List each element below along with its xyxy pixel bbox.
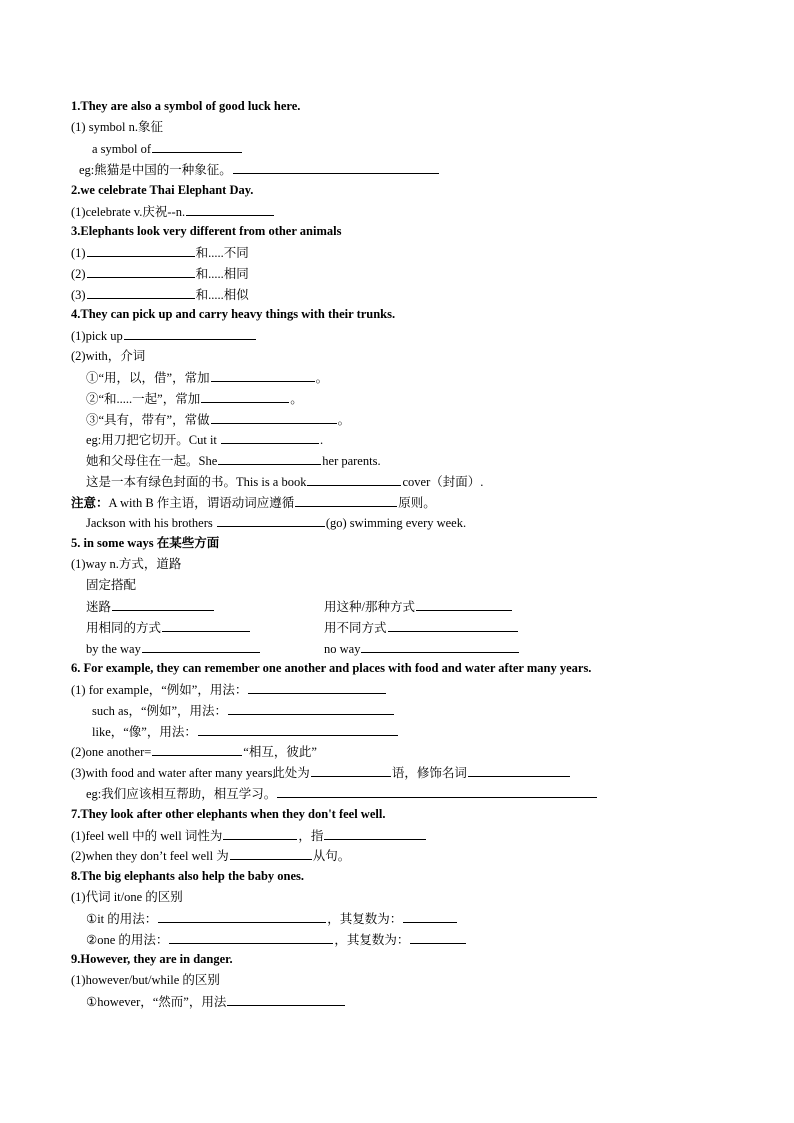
s6-l5-pre: (3)with food and water after many years此处为	[71, 766, 310, 780]
s5-collocation-5	[86, 640, 261, 657]
s4-note	[71, 494, 436, 511]
s3-a-pre: (1)	[71, 246, 86, 260]
answer-blank[interactable]	[87, 244, 195, 257]
s7-l2-post: 从句。	[312, 849, 351, 863]
s4-u1-post: 。	[315, 371, 329, 385]
answer-blank[interactable]	[211, 411, 337, 424]
s4-line-1	[71, 327, 257, 344]
s4-u3-post: 。	[337, 413, 351, 427]
answer-blank[interactable]	[468, 764, 570, 777]
s7-l2-pre: (2)when they don’t feel well 为	[71, 849, 229, 863]
answer-blank[interactable]	[388, 619, 518, 632]
answer-blank[interactable]	[201, 390, 289, 403]
section-8-title: 8.The big elephants also help the baby ones.	[71, 869, 305, 883]
section-4-title: 4.They can pick up and carry heavy things with their trunks.	[71, 307, 396, 321]
s5-c6-text: no way	[324, 642, 361, 656]
answer-blank[interactable]	[87, 286, 195, 299]
s4-usage-3	[86, 411, 350, 428]
section-5-title: 5. in some ways 在某些方面	[71, 536, 220, 550]
s5-collocation-2	[324, 598, 513, 615]
s6-line-5	[71, 764, 571, 781]
answer-blank[interactable]	[152, 743, 242, 756]
s5-line-1: (1)way n.方式，道路	[71, 557, 182, 571]
s5-c4-text: 用不同方式	[324, 621, 387, 635]
s4-eg2-pre: 她和父母住在一起。She	[86, 454, 218, 468]
answer-blank[interactable]	[124, 327, 256, 340]
s4-eg1-pre: eg:用刀把它切开。Cut it	[86, 433, 217, 447]
answer-blank[interactable]	[211, 369, 315, 382]
section-7-title: 7.They look after other elephants when they don't feel well.	[71, 807, 386, 821]
s4-eg3-pre: 这是一本有绿色封面的书。This is a book	[86, 475, 307, 489]
s1-line-2-text: a symbol of	[92, 142, 152, 156]
s5-c5-text: by the way	[86, 642, 141, 656]
s8-l2-pre: ①it 的用法：	[86, 912, 158, 926]
answer-blank[interactable]	[410, 931, 466, 944]
s4-example-3	[86, 473, 483, 490]
s6-l4-pre: (2)one another=	[71, 745, 152, 759]
s9-l2-text: ①however，“然而”，用法	[86, 995, 227, 1009]
answer-blank[interactable]	[295, 494, 397, 507]
answer-blank[interactable]	[221, 431, 319, 444]
s4-eg4-pre: Jackson with his brothers	[86, 516, 213, 530]
answer-blank[interactable]	[416, 598, 512, 611]
s3-c-post: 和.....相似	[195, 288, 249, 302]
answer-blank[interactable]	[87, 265, 195, 278]
answer-blank[interactable]	[277, 785, 597, 798]
answer-blank[interactable]	[162, 619, 250, 632]
s7-line-1	[71, 827, 427, 844]
s4-usage-1	[86, 369, 328, 386]
s3-a-post: 和.....不同	[195, 246, 249, 260]
s4-example-4	[86, 514, 466, 531]
s2-line-1-text: (1)celebrate v.庆祝--n.	[71, 205, 186, 219]
section-9-title: 9.However, they are in danger.	[71, 952, 233, 966]
s4-line-2: (2)with，介词	[71, 349, 146, 363]
s3-c-pre: (3)	[71, 288, 86, 302]
section-1-title: 1.They are also a symbol of good luck here.	[71, 99, 301, 113]
answer-blank[interactable]	[324, 827, 426, 840]
s5-line-2: 固定搭配	[86, 578, 137, 592]
s6-line-2	[92, 702, 395, 719]
s1-line-3	[79, 161, 440, 178]
answer-blank[interactable]	[248, 681, 386, 694]
answer-blank[interactable]	[152, 140, 242, 153]
s5-collocation-6	[324, 640, 520, 657]
s8-l3-mid: ，其复数为：	[334, 933, 410, 947]
s3-b-pre: (2)	[71, 267, 86, 281]
s4-eg4-post: (go) swimming every week.	[325, 516, 467, 530]
s4-example-1	[86, 431, 323, 448]
s4-eg3-post: cover（封面）.	[402, 475, 484, 489]
s9-line-2	[86, 993, 346, 1010]
note-label: 注意：	[71, 496, 109, 510]
s6-line-4	[71, 743, 317, 760]
s6-line-1	[71, 681, 387, 698]
answer-blank[interactable]	[230, 847, 312, 860]
s5-c3-text: 用相同的方式	[86, 621, 162, 635]
s3-line-c	[71, 286, 249, 303]
section-3-title: 3.Elephants look very different from other animals	[71, 224, 342, 238]
answer-blank[interactable]	[227, 993, 345, 1006]
answer-blank[interactable]	[403, 910, 457, 923]
s6-l1-text: (1) for example，“例如”，用法：	[71, 683, 248, 697]
s4-usage-2	[86, 390, 303, 407]
s3-line-b	[71, 265, 249, 282]
s1-line-2	[92, 140, 243, 157]
s6-line-3	[92, 723, 399, 740]
s4-example-2	[86, 452, 381, 469]
s4-eg2-post: her parents.	[322, 454, 381, 468]
s6-l6-text: eg:我们应该相互帮助，相互学习。	[86, 787, 277, 801]
s7-l1-mid: ，指	[298, 829, 324, 843]
s6-l4-post: “相互，彼此”	[243, 745, 317, 759]
s6-l2-text: such as，“例如”，用法：	[92, 704, 228, 718]
s1-line-3-text: eg:熊猫是中国的一种象征。	[79, 163, 232, 177]
s5-collocation-3	[86, 619, 251, 636]
s6-l3-text: like，“像”，用法：	[92, 725, 197, 739]
section-2-title: 2.we celebrate Thai Elephant Day.	[71, 183, 254, 197]
s4-line-1-text: (1)pick up	[71, 329, 123, 343]
answer-blank[interactable]	[198, 723, 398, 736]
s8-line-2	[86, 910, 458, 927]
answer-blank[interactable]	[186, 203, 274, 216]
answer-blank[interactable]	[307, 473, 401, 486]
answer-blank[interactable]	[311, 764, 391, 777]
s6-l5-mid: 语，修饰名词	[391, 766, 467, 780]
s2-line-1	[71, 203, 275, 220]
s7-l1-pre: (1)feel well 中的 well 词性为	[71, 829, 223, 843]
s3-b-post: 和.....相同	[195, 267, 249, 281]
s5-c2-text: 用这种/那种方式	[324, 600, 415, 614]
s4-u2-pre: ②“和.....一起”，常加	[86, 392, 201, 406]
answer-blank[interactable]	[228, 702, 394, 715]
s4-note-pre: A with B 作主语，谓语动词应遵循	[108, 496, 295, 510]
s8-line-3	[86, 931, 467, 948]
answer-blank[interactable]	[112, 598, 214, 611]
s4-u1-pre: ①“用，以，借”，常加	[86, 371, 210, 385]
answer-blank[interactable]	[218, 452, 321, 465]
s5-c1-text: 迷路	[86, 600, 112, 614]
s6-line-6	[86, 785, 598, 802]
answer-blank[interactable]	[169, 931, 333, 944]
s7-line-2	[71, 847, 350, 864]
answer-blank[interactable]	[217, 514, 325, 527]
section-6-title: 6. For example, they can remember one another and places with food and water after many years.	[71, 661, 592, 675]
answer-blank[interactable]	[361, 640, 519, 653]
answer-blank[interactable]	[233, 161, 439, 174]
s1-line-1: (1) symbol n.象征	[71, 120, 164, 134]
s8-l2-mid: ，其复数为：	[327, 912, 403, 926]
s4-u3-pre: ③“具有，带有”，常做	[86, 413, 210, 427]
s5-collocation-1	[86, 598, 215, 615]
answer-blank[interactable]	[158, 910, 326, 923]
s9-line-1: (1)however/but/while 的区别	[71, 973, 220, 987]
s8-line-1: (1)代词 it/one 的区别	[71, 890, 183, 904]
s4-u2-post: 。	[290, 392, 303, 406]
answer-blank[interactable]	[142, 640, 260, 653]
s3-line-a	[71, 244, 249, 261]
s4-note-post: 原则。	[398, 496, 436, 510]
answer-blank[interactable]	[223, 827, 297, 840]
s8-l3-pre: ②one 的用法：	[86, 933, 169, 947]
s5-collocation-4	[324, 619, 519, 636]
s4-eg1-post: .	[320, 433, 324, 447]
